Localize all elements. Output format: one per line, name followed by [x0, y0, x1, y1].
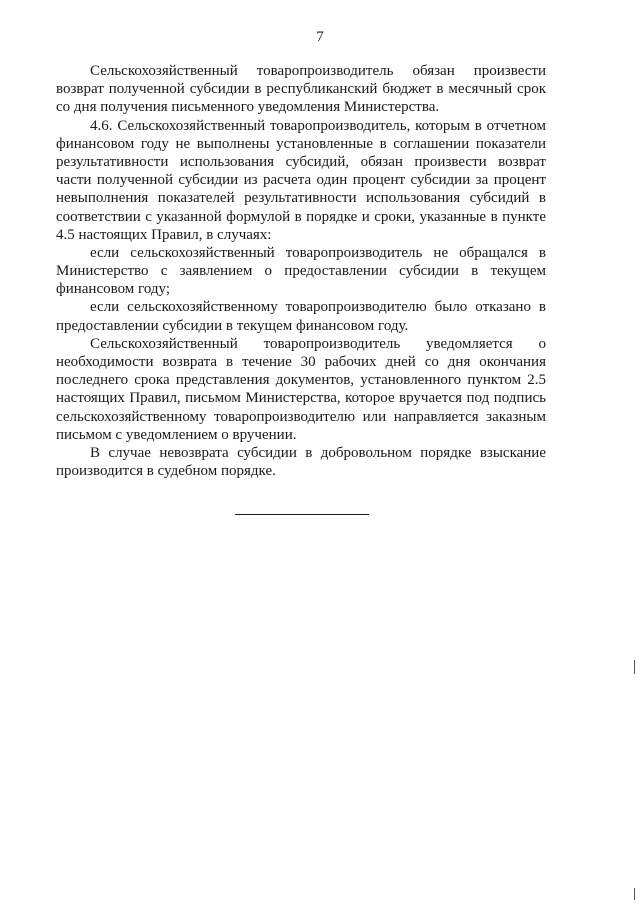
- text-line: соответствии с указанной формулой в порядке и сроки, указанные в пункте: [56, 208, 546, 225]
- text-line: производится в судебном порядке.: [56, 463, 276, 480]
- text-line: необходимости возврата в течение 30 рабочих дней со дня окончания: [56, 354, 546, 370]
- text-line: письмом с уведомлением о вручении.: [56, 426, 297, 443]
- text-line: финансовом году;: [56, 281, 171, 298]
- text-line: сельскохозяйственному товаропроизводителю или направляется заказным: [56, 408, 546, 425]
- paragraph-judicial-recovery: [56, 444, 546, 480]
- text-line: последнего срока представления документов, установленного пунктом 2.5: [56, 372, 546, 389]
- paragraph-return-obligation: [56, 62, 546, 117]
- text-line: Министерство с заявлением о предоставлении субсидии в текущем: [56, 263, 546, 280]
- text-line: части полученной субсидии из расчета один процент субсидии за процент: [56, 172, 546, 189]
- paragraph-clause-4-6: [56, 117, 546, 244]
- document-body: [56, 62, 546, 480]
- text-line: В случае невозврата субсидии в добровольном порядке взыскание: [90, 444, 546, 461]
- text-line: 4.6. Сельскохозяйственный товаропроизводитель, которым в отчетном: [90, 117, 546, 134]
- text-line: результативности использования субсидий, обязан произвести возврат: [56, 153, 546, 170]
- text-line: Сельскохозяйственный товаропроизводитель обязан произвести: [90, 63, 546, 79]
- text-line: возврат полученной субсидии в республиканский бюджет в месячный срок: [56, 81, 546, 98]
- scan-margin-mark: [634, 888, 635, 900]
- scan-margin-mark: [634, 660, 635, 674]
- text-line: невыполнения показателей результативности использования субсидий в: [56, 190, 546, 207]
- text-line: 4.5 настоящих Правил, в случаях:: [56, 226, 272, 243]
- text-line: предоставлении субсидии в текущем финансовом году.: [56, 317, 409, 334]
- text-line: со дня получения письменного уведомления Министерства.: [56, 99, 440, 116]
- text-line: если сельскохозяйственный товаропроизводитель не обращался в: [90, 244, 546, 261]
- page-number: 7: [316, 29, 324, 45]
- paragraph-case-refused: [56, 298, 546, 334]
- text-line: если сельскохозяйственному товаропроизводителю было отказано в: [90, 299, 546, 316]
- text-line: финансовом году не выполнены установленные в соглашении показатели: [56, 135, 546, 152]
- paragraph-notification: [56, 335, 546, 444]
- text-line: Сельскохозяйственный товаропроизводитель уведомляется о: [90, 335, 546, 352]
- text-line: настоящих Правил, письмом Министерства, которое вручается под подпись: [56, 390, 546, 407]
- end-separator-line: [235, 514, 369, 515]
- paragraph-case-no-application: [56, 244, 546, 299]
